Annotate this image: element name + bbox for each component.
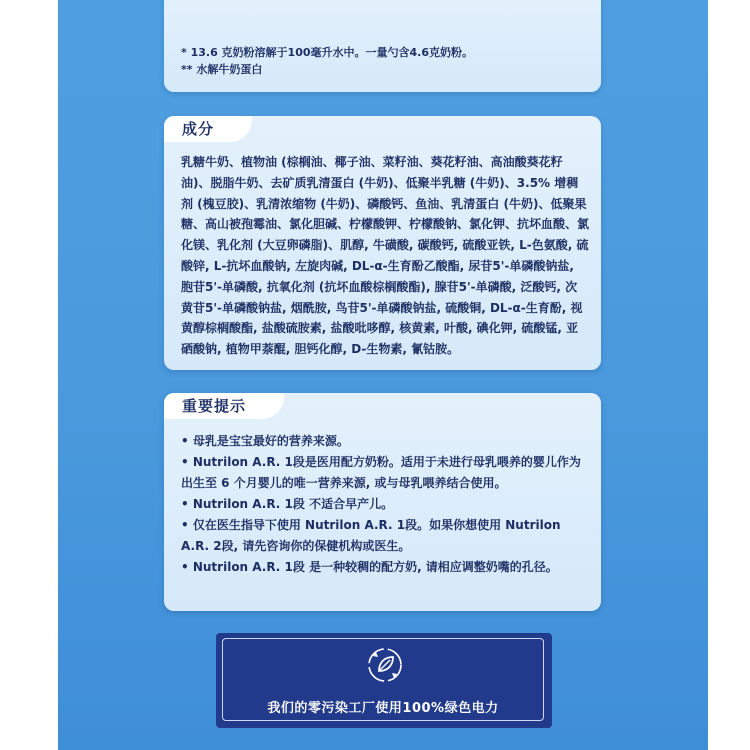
footnote-serving: * 13.6 克奶粉溶解于100毫升水中。一量勺含4.6克奶粉。 xyxy=(181,46,473,59)
footnote-protein: ** 水解牛奶蛋白 xyxy=(181,63,263,76)
badge-text: 我们的零污染工厂使用100%绿色电力 xyxy=(267,701,499,716)
notice-list xyxy=(181,431,591,578)
green-energy-badge xyxy=(216,633,552,728)
notice-item: • Nutrilon A.R. 1段是医用配方奶粉。适用于未进行母乳喂养的婴儿作为出生至 6 个月婴儿的唯一营养来源, 或与母乳喂养结合使用。 xyxy=(181,455,581,490)
notice-title: 重要提示 xyxy=(164,393,284,419)
ingredients-title: 成分 xyxy=(164,116,252,142)
ingredients-text: 乳糖牛奶、植物油 (棕榈油、椰子油、菜籽油、葵花籽油、高油酸葵花籽油)、脱脂牛奶、去矿质乳清蛋白 (牛奶)、低聚半乳糖 (牛奶)、3.5% 增稠剂 (槐豆胶)、乳清浓缩物 (牛奶)、磷酸钙、鱼油、乳清蛋白 (牛奶)、低聚果糖、高山被孢霉油、氯化胆碱、柠檬酸钾、柠檬酸钠、氯化钾、抗坏血酸、氯化镁、乳化剂 (大豆卵磷脂)、肌醇, 牛磺酸, 碳酸钙, 硫酸亚铁, L-色氨酸, 硫酸锌, L-抗坏血酸钠, 左旋肉碱, DL-α-生育酚乙酸酯, 尿苷5'-单磷酸钠盐, 胞苷5'-单磷酸, 抗氧化剂 (抗坏血酸棕榈酸酯), 腺苷5'-单磷酸, 泛酸钙, 次黄苷5'-单磷酸钠盐, 烟酰胺, 鸟苷5'-单磷酸钠盐, 硫酸铜, DL-α-生育酚, 视黄醇棕榈酸酯, 盐酸硫胺素, 盐酸吡哆醇, 核黄素, 叶酸, 碘化钾, 硫酸锰, 亚硒酸钠, 植物甲萘醌, 胆钙化醇, D-生物素, 氰钴胺。 xyxy=(181,155,590,357)
badge-border xyxy=(222,638,544,721)
notice-item: • Nutrilon A.R. 1段 是一种较稠的配方奶, 请相应调整奶嘴的孔径。 xyxy=(181,560,558,574)
ingredients-card xyxy=(164,116,601,370)
nutrition-footnote-card xyxy=(164,0,601,92)
important-notice-card xyxy=(164,393,601,611)
footnotes xyxy=(181,44,473,78)
recycle-leaf-icon xyxy=(365,645,405,685)
notice-item: • 母乳是宝宝最好的营养来源。 xyxy=(181,434,349,448)
notice-item: • 仅在医生指导下使用 Nutrilon A.R. 1段。如果你想使用 Nutrilon A.R. 2段, 请先咨询你的保健机构或医生。 xyxy=(181,518,561,553)
notice-item: • Nutrilon A.R. 1段 不适合早产儿。 xyxy=(181,497,394,511)
